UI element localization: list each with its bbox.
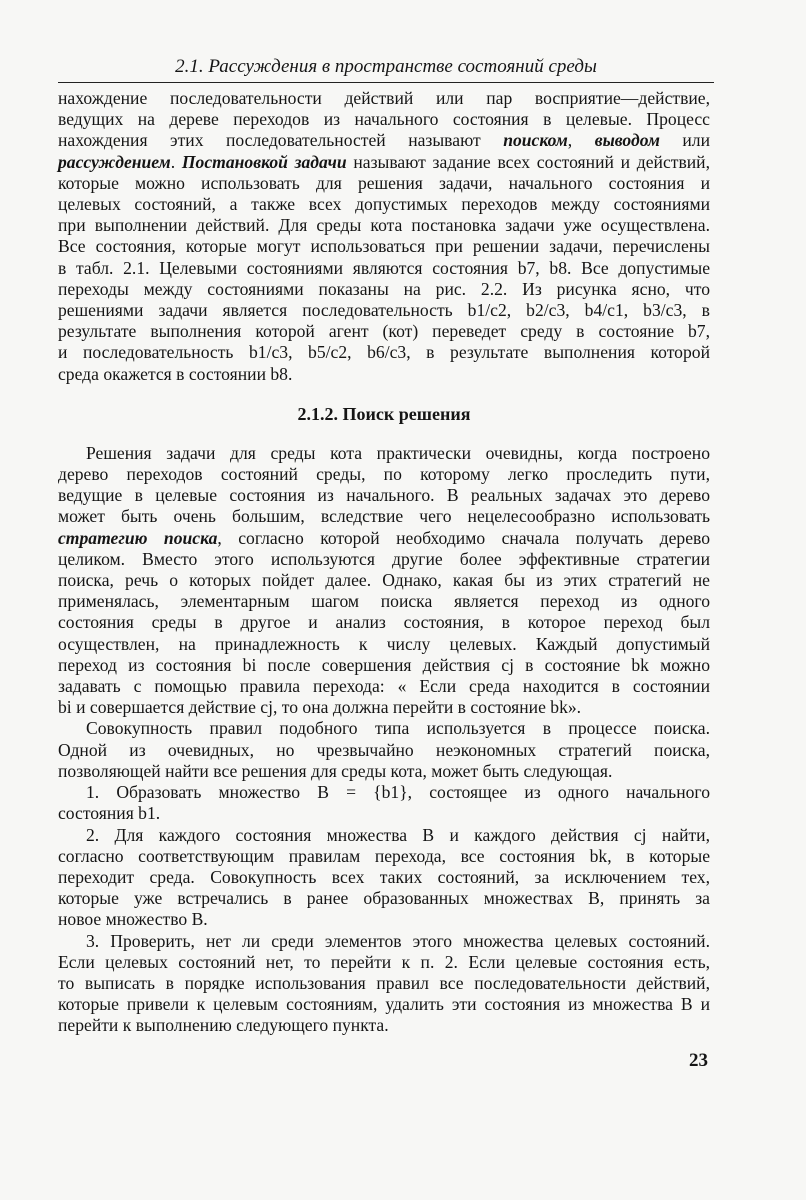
text-line: позволяющей найти все решения для среды кота, может быть следующая. (58, 760, 613, 781)
text-line: переходит среда. Совокупность всех таких состояний, за исключением тех, (58, 866, 710, 887)
text-line: результате выполнения которой агент (кот) переведет среду в состояние b7, (58, 321, 710, 342)
text-line: состояния b1. (58, 803, 161, 824)
text-run: нахождения этих последовательностей называют (58, 130, 504, 151)
text-run: или (659, 130, 710, 151)
term-inference: выводом (594, 130, 660, 151)
text-line: Все состояния, которые могут использоваться при решении задачи, перечислены (58, 236, 710, 257)
term-problem-statement: Постановкой задачи (181, 151, 347, 172)
text-line: 3. Проверить, нет ли среди элементов этого множества целевых состояний. (86, 930, 710, 951)
text-line: Совокупность правил подобного типа используется в процессе поиска. (86, 718, 710, 739)
list-item (58, 931, 710, 1037)
text-line: 1. Образовать множество B = {b1}, состоящее из одного начального (86, 782, 710, 803)
section-heading: 2.1.2. Поиск решения (297, 403, 471, 424)
running-header: 2.1. Рассуждения в пространстве состояний среды (58, 56, 714, 83)
text-line: Одной из очевидных, но чрезвычайно неэкономных стратегий поиска, (58, 739, 710, 760)
text-line (58, 152, 710, 173)
text-line: при выполнении действий. Для среды кота постановка задачи уже осуществлена. (58, 215, 710, 236)
text-line: нахождение последовательности действий или пар восприятие—действие, (58, 88, 710, 108)
list-item (58, 782, 710, 824)
list-item (58, 825, 710, 931)
text-run: , (567, 130, 595, 151)
text-line: новое множество B. (58, 909, 208, 930)
text-line: применялась, элементарным шагом поиска является переход из одного (58, 591, 710, 612)
text-line: которые можно использовать для решения задачи, начального состояния и (58, 172, 710, 193)
page-number: 23 (689, 1050, 708, 1071)
numbered-list (58, 782, 710, 1036)
text-line: поиска, речь о которых пойдет далее. Однако, какая бы из этих стратегий не (58, 570, 710, 591)
text-run: называют задание всех состояний и действий, (346, 151, 710, 172)
text-line: 2. Для каждого состояния множества B и каждого действия cj найти, (86, 824, 710, 845)
text-line: Решения задачи для среды кота практически очевидны, когда построено (86, 442, 710, 463)
text-line: Если целевых состояний нет, то перейти к п. 2. Если целевые состояния есть, (58, 951, 710, 972)
term-search: поиском (503, 130, 568, 151)
text-line: то выписать в порядке использования правил все последовательности действий, (58, 972, 710, 993)
text-line: целевых состояний, а также всех допустимых переходов между состояниями (58, 194, 710, 215)
text-line: перейти к выполнению следующего пункта. (58, 1015, 389, 1036)
page-body (58, 88, 710, 1037)
text-line: которые уже встречались в ранее образованных множествах B, принять за (58, 888, 710, 909)
text-line (58, 528, 710, 549)
text-line: ведущие в целевые состояния из начального. В реальных задачах это дерево (58, 485, 710, 506)
text-line: дерево переходов состояний среды, по которому легко проследить пути, (58, 464, 710, 485)
text-line: задавать с помощью правила перехода: « Если среда находится в состоянии (58, 676, 710, 697)
text-line: bi и совершается действие cj, то она должна перейти в состояние bk». (58, 697, 582, 718)
text-line: целиком. Вместо этого используются другие более эффективные стратегии (58, 548, 710, 569)
term-reasoning: рассуждением (58, 151, 171, 172)
text-line: переходы между состояниями показаны на рис. 2.2. Из рисунка ясно, что (58, 278, 710, 299)
term-search-strategy: стратегию поиска (58, 527, 218, 548)
text-line: может быть очень большим, вследствие чего нецелесообразно использовать (58, 506, 710, 527)
paragraph-problem-statement (58, 88, 710, 385)
paragraph-strategy-intro (58, 718, 710, 782)
text-line (58, 130, 710, 151)
text-line: среда окажется в состоянии b8. (58, 363, 293, 384)
text-line: осуществлен, на принадлежность к числу целевых. Каждый допустимый (58, 633, 710, 654)
text-line: ведущих на дереве переходов из начального состояния в целевые. Процесс (58, 109, 710, 130)
text-run: . (170, 151, 182, 172)
text-line: согласно соответствующим правилам перехода, все состояния bk, в которые (58, 845, 710, 866)
text-line: в табл. 2.1. Целевыми состояниями являются состояния b7, b8. Все допустимые (58, 257, 710, 278)
text-line: состояния среды в другое и анализ состояния, в которое переход был (58, 612, 710, 633)
text-line: и последовательность b1/c3, b5/c2, b6/c3, в результате выполнения которой (58, 342, 710, 363)
text-line: переход из состояния bi после совершения действия cj в состояние bk можно (58, 654, 710, 675)
text-line: которые привели к целевым состояниям, удалить эти состояния из множества B и (58, 994, 710, 1015)
text-run: , согласно которой необходимо сначала получать дерево (217, 527, 710, 548)
paragraph-search-solutions (58, 443, 710, 719)
text-line: решениями задачи является последовательность b1/c2, b2/c3, b4/c1, b3/c3, в (58, 300, 710, 321)
